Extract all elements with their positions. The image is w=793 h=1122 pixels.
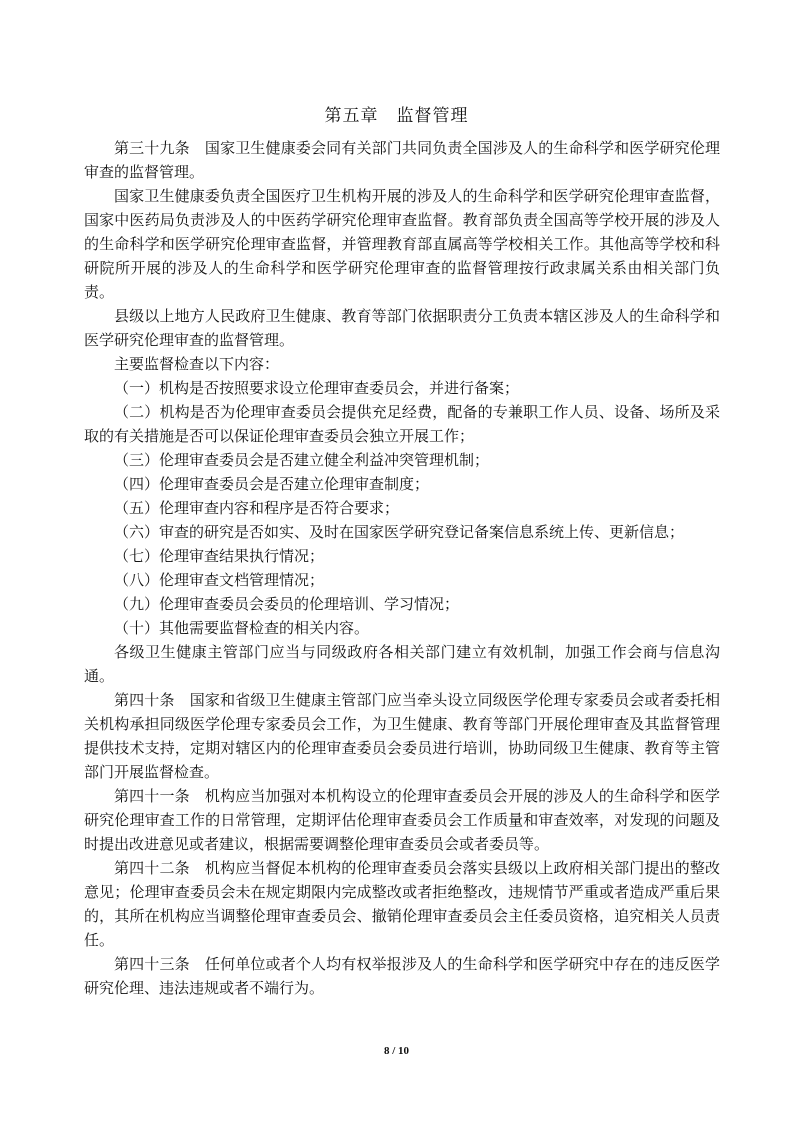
inspection-item: （八）伦理审查文档管理情况；	[114, 571, 325, 589]
inspection-intro-paragraph: 主要监督检查以下内容：	[114, 355, 280, 373]
inspection-item: （十）其他需要监督检查的相关内容。	[114, 619, 370, 637]
article-43-paragraph: 第四十三条 任何单位或者个人均有权举报涉及人的生命科学和医学研究中存在的违反医学研究伦理、违法违规或者不端行为。	[84, 955, 720, 997]
chapter-title: 第五章 监督管理	[324, 106, 469, 126]
article-39-paragraph: 第三十九条 国家卫生健康委会同有关部门共同负责全国涉及人的生命科学和医学研究伦理审查的监督管理。	[84, 139, 720, 181]
page-number: 8 / 10	[383, 1045, 410, 1057]
inspection-item: （六）审查的研究是否如实、及时在国家医学研究登记备案信息系统上传、更新信息；	[114, 523, 685, 541]
inspection-item: （五）伦理审查内容和程序是否符合要求；	[114, 499, 400, 517]
inspection-item: （三）伦理审查委员会是否建立健全利益冲突管理机制；	[114, 451, 490, 469]
coordination-paragraph: 各级卫生健康主管部门应当与同级政府各相关部门建立有效机制，加强工作会商与信息沟通。	[84, 643, 720, 685]
article-41-paragraph: 第四十一条 机构应当加强对本机构设立的伦理审查委员会开展的涉及人的生命科学和医学研究伦理审查工作的日常管理，定期评估伦理审查委员会工作质量和审查效率，对发现的问题及时提出改进意见或者建议，根据需要调整伦理审查委员会或者委员等。	[84, 787, 720, 853]
inspection-item: （二）机构是否为伦理审查委员会提供充足经费，配备的专兼职工作人员、设备、场所及采取的有关措施是否可以保证伦理审查委员会独立开展工作；	[84, 403, 720, 445]
inspection-item: （七）伦理审查结果执行情况；	[114, 547, 325, 565]
article-42-paragraph: 第四十二条 机构应当督促本机构的伦理审查委员会落实县级以上政府相关部门提出的整改意见；伦理审查委员会未在规定期限内完成整改或者拒绝整改，违规情节严重或者造成严重后果的，其所在机构应当调整伦理审查委员会、撤销伦理审查委员会主任委员资格，追究相关人员责任。	[84, 859, 720, 949]
inspection-item: （四）伦理审查委员会是否建立伦理审查制度；	[114, 475, 430, 493]
article-40-paragraph: 第四十条 国家和省级卫生健康主管部门应当牵头设立同级医学伦理专家委员会或者委托相关机构承担同级医学伦理专家委员会工作，为卫生健康、教育等部门开展伦理审查及其监督管理提供技术支持，定期对辖区内的伦理审查委员会委员进行培训，协助同级卫生健康、教育等主管部门开展监督检查。	[84, 691, 720, 781]
inspection-item: （九）伦理审查委员会委员的伦理培训、学习情况；	[114, 595, 460, 613]
chapter-body	[84, 136, 720, 1000]
national-supervision-paragraph: 国家卫生健康委负责全国医疗卫生机构开展的涉及人的生命科学和医学研究伦理审查监督，国家中医药局负责涉及人的中医药学研究伦理审查监督。教育部负责全国高等学校开展的涉及人的生命科学和医学研究伦理审查监督，并管理教育部直属高等学校相关工作。其他高等学校和科研院所开展的涉及人的生命科学和医学研究伦理审查的监督管理按行政隶属关系由相关部门负责。	[84, 187, 720, 301]
inspection-item: （一）机构是否按照要求设立伦理审查委员会，并进行备案；	[114, 379, 520, 397]
local-supervision-paragraph: 县级以上地方人民政府卫生健康、教育等部门依据职责分工负责本辖区涉及人的生命科学和医学研究伦理审查的监督管理。	[84, 307, 720, 349]
